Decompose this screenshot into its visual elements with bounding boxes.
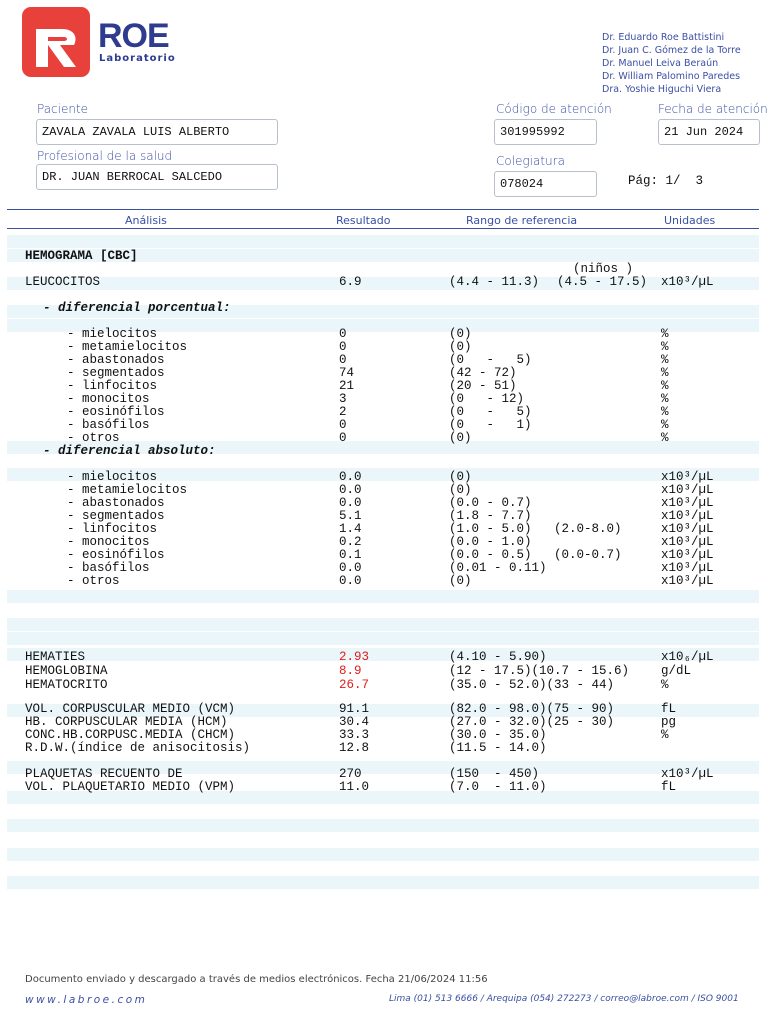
row-value: 0 <box>339 327 347 341</box>
row-unit: % <box>661 366 669 380</box>
date-value: 21 Jun 2024 <box>664 125 744 139</box>
row-name: - metamielocitos <box>67 340 188 354</box>
row-name: PLAQUETAS RECUENTO DE <box>25 767 183 781</box>
leucocitos-ninos: (niños ) <box>573 262 634 276</box>
leucocitos-value: 6.9 <box>339 275 362 289</box>
row-band <box>7 632 759 645</box>
row-band <box>7 618 759 631</box>
row-range: (0) <box>449 574 472 588</box>
row-range: (35.0 - 52.0)(33 - 44) <box>449 678 615 692</box>
row-range: (1.8 - 7.7) <box>449 509 532 523</box>
logo <box>22 7 182 79</box>
row-range: (0 - 5) <box>449 405 532 419</box>
row-range: (4.10 - 5.90) <box>449 650 547 664</box>
row-name: HB. CORPUSCULAR MEDIA (HCM) <box>25 715 228 729</box>
leucocitos-unit: x10³/µL <box>661 275 714 289</box>
row-value: 2 <box>339 405 347 419</box>
row-name: - linfocitos <box>67 522 158 536</box>
code-label: Código de atención <box>496 102 612 116</box>
row-name: CONC.HB.CORPUSC.MEDIA (CHCM) <box>25 728 236 742</box>
row-value: 0.1 <box>339 548 362 562</box>
row-unit: x10³/µL <box>661 470 714 484</box>
row-unit: x10³/µL <box>661 522 714 536</box>
col-unidades: Unidades <box>664 214 716 227</box>
row-value: 21 <box>339 379 355 393</box>
row-range: (12 - 17.5)(10.7 - 15.6) <box>449 664 630 678</box>
row-range: (7.0 - 11.0) <box>449 780 547 794</box>
code-field <box>494 119 597 145</box>
prof-field <box>36 164 278 190</box>
row-unit: x10³/µL <box>661 561 714 575</box>
row-unit: x10³/µL <box>661 496 714 510</box>
row-value: 2.93 <box>339 650 370 664</box>
row-range: (0.0 - 0.7) <box>449 496 532 510</box>
row-range: (0) <box>449 483 472 497</box>
row-value: 0 <box>339 353 347 367</box>
logo-sub: Laboratorio <box>99 53 176 64</box>
row-range: (20 - 51) <box>449 379 517 393</box>
row-band <box>7 235 759 248</box>
col-rango: Rango de referencia <box>466 214 578 227</box>
diff-pct-title: - diferencial porcentual: <box>43 301 231 315</box>
row-unit: % <box>661 353 669 367</box>
row-value: 26.7 <box>339 678 370 692</box>
row-name: - basófilos <box>67 561 150 575</box>
row-unit: % <box>661 728 669 742</box>
row-value: 0 <box>339 431 347 445</box>
row-value: 0.0 <box>339 496 362 510</box>
row-name: VOL. CORPUSCULAR MEDIO (VCM) <box>25 702 236 716</box>
doctor-name: Dra. Yoshie Higuchi Viera <box>602 84 722 95</box>
row-value: 0.2 <box>339 535 362 549</box>
row-value: 0.0 <box>339 561 362 575</box>
row-value: 3 <box>339 392 347 406</box>
row-range: (0 - 12) <box>449 392 525 406</box>
row-unit: % <box>661 678 669 692</box>
doctor-name: Dr. William Palomino Paredes <box>602 71 741 82</box>
row-band <box>7 876 759 889</box>
row-name: HEMOGLOBINA <box>25 664 108 678</box>
row-range: (0) <box>449 327 472 341</box>
row-range: (0.0 - 1.0) <box>449 535 532 549</box>
row-unit: % <box>661 327 669 341</box>
row-range: (150 - 450) <box>449 767 540 781</box>
section-title: HEMOGRAMA [CBC] <box>25 249 138 263</box>
row-value: 8.9 <box>339 664 362 678</box>
code-value: 301995992 <box>500 125 565 139</box>
row-name: - monocitos <box>67 392 150 406</box>
row-value: 0 <box>339 418 347 432</box>
row-name: - otros <box>67 574 120 588</box>
row-unit: x10³/µL <box>661 535 714 549</box>
row-range: (0 - 5) <box>449 353 532 367</box>
row-value: 0.0 <box>339 470 362 484</box>
page-number: Pág: 1/ 3 <box>628 174 704 188</box>
row-unit: x10³/µL <box>661 483 714 497</box>
row-value: 0.0 <box>339 574 362 588</box>
row-unit: fL <box>661 702 677 716</box>
row-value: 30.4 <box>339 715 370 729</box>
row-band <box>7 819 759 832</box>
row-unit: % <box>661 392 669 406</box>
row-name: - segmentados <box>67 366 165 380</box>
row-range: (0) <box>449 431 472 445</box>
doctor-name: Dr. Juan C. Gómez de la Torre <box>602 45 741 56</box>
col-analisis: Análisis <box>125 214 167 227</box>
row-unit: % <box>661 340 669 354</box>
row-value: 11.0 <box>339 780 370 794</box>
leucocitos-range-ninos: (4.5 - 17.5) <box>557 275 648 289</box>
leucocitos-name: LEUCOCITOS <box>25 275 101 289</box>
coleg-field <box>494 171 597 197</box>
row-name: HEMATOCRITO <box>25 678 108 692</box>
row-value: 74 <box>339 366 355 380</box>
row-name: R.D.W.(índice de anisocitosis) <box>25 741 251 755</box>
patient-field <box>36 119 278 145</box>
leucocitos-range: (4.4 - 11.3) <box>449 275 540 289</box>
row-name: - metamielocitos <box>67 483 188 497</box>
row-name: - abastonados <box>67 496 165 510</box>
footer-web: www.labroe.com <box>25 994 148 1006</box>
row-unit: x10³/µL <box>661 767 714 781</box>
row-unit: % <box>661 379 669 393</box>
prof-value: DR. JUAN BERROCAL SALCEDO <box>42 170 223 184</box>
patient-label: Paciente <box>37 102 89 116</box>
row-range: (30.0 - 35.0) <box>449 728 547 742</box>
row-unit: fL <box>661 780 677 794</box>
row-name: - mielocitos <box>67 470 158 484</box>
row-name: - monocitos <box>67 535 150 549</box>
row-value: 0.0 <box>339 483 362 497</box>
row-range: (0) <box>449 470 472 484</box>
coleg-label: Colegiatura <box>496 154 565 168</box>
row-value: 5.1 <box>339 509 362 523</box>
row-value: 0 <box>339 340 347 354</box>
row-range: (0.01 - 0.11) <box>449 561 547 575</box>
row-range: (42 - 72) <box>449 366 517 380</box>
row-name: - mielocitos <box>67 327 158 341</box>
row-name: - segmentados <box>67 509 165 523</box>
row-unit: g/dL <box>661 664 692 678</box>
row-value: 270 <box>339 767 362 781</box>
row-range: (82.0 - 98.0)(75 - 90) <box>449 702 615 716</box>
row-band <box>7 648 759 661</box>
row-name: HEMATIES <box>25 650 86 664</box>
date-label: Fecha de atención <box>658 102 768 116</box>
row-band <box>7 590 759 603</box>
row-unit: % <box>661 405 669 419</box>
row-unit: x10³/µL <box>661 509 714 523</box>
row-unit: x10³/µL <box>661 574 714 588</box>
row-value: 91.1 <box>339 702 370 716</box>
col-resultado: Resultado <box>336 214 391 227</box>
row-range: (0) <box>449 340 472 354</box>
row-unit: % <box>661 418 669 432</box>
row-name: - eosinófilos <box>67 405 165 419</box>
row-range: (0.0 - 0.5) (0.0-0.7) <box>449 548 622 562</box>
row-name: - basófilos <box>67 418 150 432</box>
doctor-name: Dr. Manuel Leiva Beraún <box>602 58 719 69</box>
row-range: (0 - 1) <box>449 418 532 432</box>
row-value: 12.8 <box>339 741 370 755</box>
row-unit: x10₆/µL <box>661 650 714 664</box>
row-range: (1.0 - 5.0) (2.0-8.0) <box>449 522 622 536</box>
logo-brand: ROE <box>98 17 169 55</box>
date-field <box>658 119 760 145</box>
row-range: (27.0 - 32.0)(25 - 30) <box>449 715 615 729</box>
patient-value: ZAVALA ZAVALA LUIS ALBERTO <box>42 125 230 139</box>
row-band <box>7 848 759 861</box>
logo-mark-icon <box>22 7 92 77</box>
footer-contact: Lima (01) 513 6666 / Arequipa (054) 272273 / correo@labroe.com / ISO 9001 <box>389 994 739 1004</box>
prof-label: Profesional de la salud <box>37 149 173 163</box>
row-range: (11.5 - 14.0) <box>449 741 547 755</box>
row-unit: % <box>661 431 669 445</box>
header-rule <box>7 209 759 210</box>
doctors-list <box>602 31 762 96</box>
coleg-value: 078024 <box>500 177 544 191</box>
row-unit: x10³/µL <box>661 548 714 562</box>
row-name: - eosinófilos <box>67 548 165 562</box>
row-value: 1.4 <box>339 522 362 536</box>
row-name: VOL. PLAQUETARIO MEDIO (VPM) <box>25 780 236 794</box>
row-name: - otros <box>67 431 120 445</box>
row-unit: pg <box>661 715 677 729</box>
row-name: - abastonados <box>67 353 165 367</box>
doctor-name: Dr. Eduardo Roe Battistini <box>602 32 725 43</box>
row-name: - linfocitos <box>67 379 158 393</box>
footer-note: Documento enviado y descargado a través de medios electrónicos. Fecha 21/06/2024 11:56 <box>25 974 488 985</box>
diff-abs-title: - diferencial absoluto: <box>43 444 216 458</box>
row-value: 33.3 <box>339 728 370 742</box>
header-rule-bottom <box>7 228 759 229</box>
